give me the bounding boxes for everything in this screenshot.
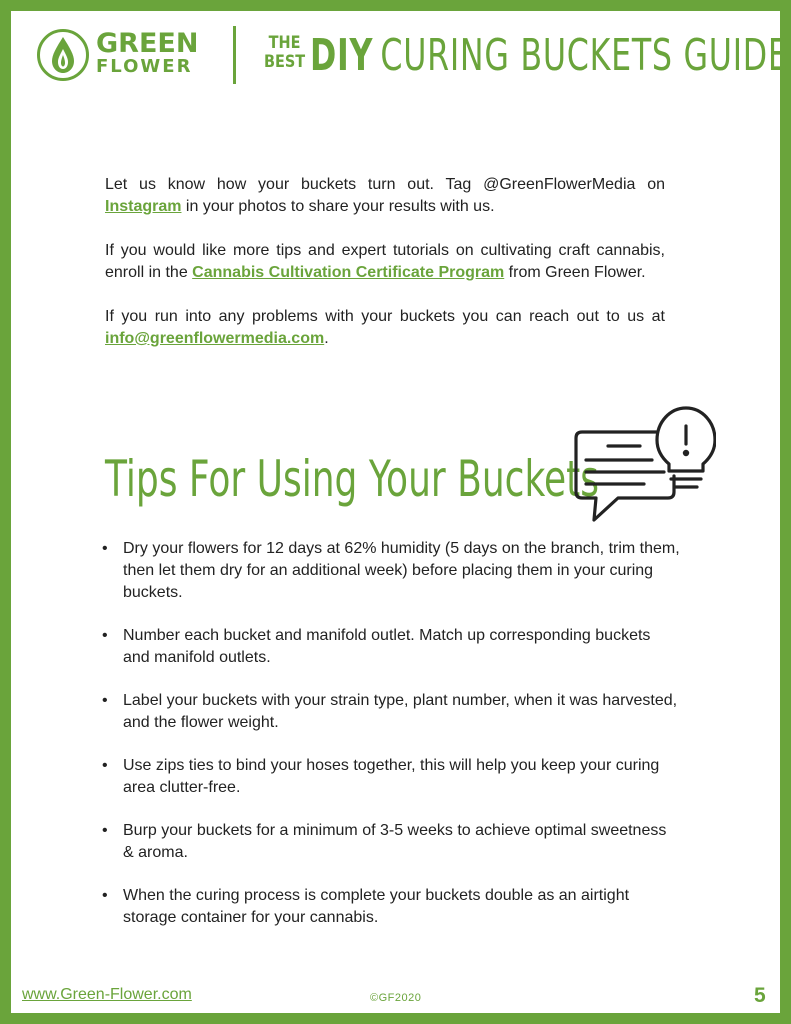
bullet: •	[102, 887, 108, 904]
intro-p2-text: If you would like more tips and expert tutorials on cultivating craft cannabis, enroll in the	[105, 242, 665, 281]
instagram-link[interactable]: Instagram	[105, 198, 182, 215]
copyright: ©GF2020	[370, 992, 422, 1004]
tip-text: Use zips ties to bind your hoses together, this will help you keep your curing area clutter-free.	[123, 757, 660, 796]
tip-item	[100, 690, 680, 734]
green-flower-logo-icon	[36, 28, 90, 82]
chat-lightbulb-icon	[572, 398, 716, 528]
brand-wordmark	[96, 30, 198, 76]
tip-item	[100, 755, 680, 799]
header	[36, 24, 789, 88]
bullet: •	[102, 822, 108, 839]
email-link[interactable]: info@greenflowermedia.com	[105, 330, 325, 347]
intro-p1-text-after: in your photos to share your results with us.	[181, 198, 495, 215]
brand-name-line1: GREEN	[96, 28, 199, 59]
intro-p2-text-after: from Green Flower.	[504, 264, 646, 281]
tip-item	[100, 885, 680, 929]
brand-name-line2: FLOWER	[96, 56, 193, 77]
tips-list	[100, 538, 680, 950]
intro-paragraph-1	[105, 174, 665, 218]
intro-p1-text: Let us know how your buckets turn out. Tag @GreenFlowerMedia on	[105, 176, 665, 193]
tip-text: Burp your buckets for a minimum of 3-5 weeks to achieve optimal sweetness & aroma.	[123, 822, 667, 861]
tip-item	[100, 625, 680, 669]
page-title	[310, 30, 789, 82]
title-prefix-best: BEST	[264, 52, 306, 72]
header-divider	[233, 26, 236, 84]
tip-text: Label your buckets with your strain type, plant number, when it was harvested, and the flower weight.	[123, 692, 678, 731]
intro-content	[105, 174, 665, 372]
tip-item	[100, 538, 680, 604]
bullet: •	[102, 627, 108, 644]
intro-paragraph-3	[105, 306, 665, 350]
tip-item	[100, 820, 680, 864]
bullet: •	[102, 540, 108, 557]
page-number: 5	[754, 984, 766, 1007]
bullet: •	[102, 692, 108, 709]
intro-paragraph-2	[105, 240, 665, 284]
certificate-program-link[interactable]: Cannabis Cultivation Certificate Program	[192, 264, 505, 281]
tips-section-title: Tips For Using Your Buckets	[105, 450, 600, 508]
tip-text: Number each bucket and manifold outlet. Match up corresponding buckets and manifold outlets.	[123, 627, 651, 666]
intro-p3-text: If you run into any problems with your buckets you can reach out to us at	[105, 308, 665, 325]
intro-p3-text-after: .	[324, 330, 329, 347]
tip-text: When the curing process is complete your buckets double as an airtight storage container for your cannabis.	[123, 887, 630, 926]
website-link[interactable]: www.Green-Flower.com	[22, 986, 192, 1003]
title-rest: CURING BUCKETS GUIDE	[380, 30, 789, 81]
title-prefix	[264, 34, 305, 72]
tip-text: Dry your flowers for 12 days at 62% humidity (5 days on the branch, trim them, then let them dry for an additional week) before placing them in your curing buckets.	[123, 540, 680, 601]
title-prefix-the: THE	[268, 33, 301, 53]
bullet: •	[102, 757, 108, 774]
title-diy: DIY	[310, 30, 374, 81]
